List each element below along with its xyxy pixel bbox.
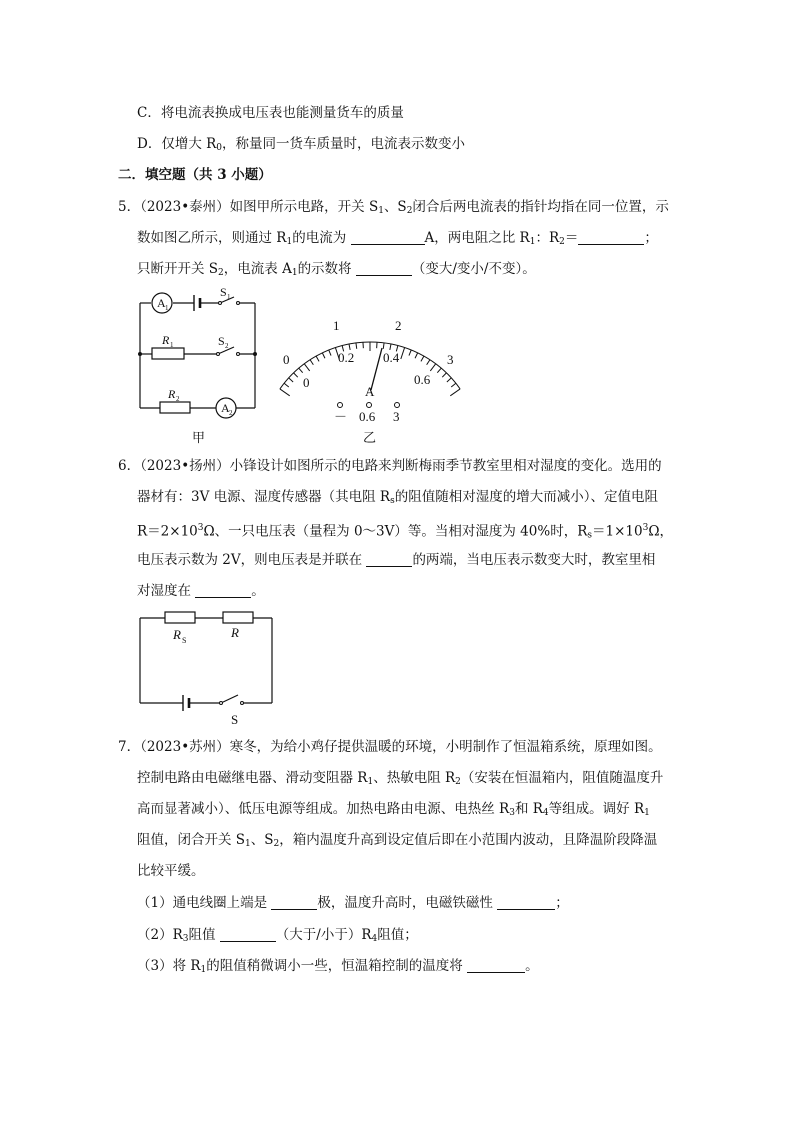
dial-tick xyxy=(447,378,451,382)
resistor-r1-label: R xyxy=(162,333,170,347)
section-title: 二．填空题（共 3 小题） xyxy=(118,167,272,183)
q7-line-1: 7．（2023•苏州）寒冬，为给小鸡仔提供温暖的环境，小明制作了恒温箱系统，原理如图。 xyxy=(118,739,662,755)
svg-text:2: 2 xyxy=(176,395,180,403)
humidity-circuit-diagram xyxy=(135,608,280,728)
dial-tick xyxy=(322,353,325,358)
svg-text:1: 1 xyxy=(227,293,231,301)
answer-blank[interactable] xyxy=(195,583,251,598)
q7-part-1: （1）通电线圈上端是 极，温度升高时，电磁铁磁性 ； xyxy=(137,895,569,911)
q4-option-d: D．仅增大 $R_0$，称量同一货车质量时，电流表示数变小 xyxy=(137,136,466,153)
dial-bottom-label-2: 0.4 xyxy=(383,350,400,365)
q7-line-5: 比较平缓。 xyxy=(137,863,205,879)
answer-blank[interactable] xyxy=(271,895,317,910)
q5-line-3: 只断开开关 $S_2$，电流表 $A_1$的示数将 （变大/变小/不变）。 xyxy=(137,261,536,278)
ammeter-a1-label: A xyxy=(157,296,166,310)
terminal-3: 3 xyxy=(393,409,400,424)
dial-tick xyxy=(294,373,298,377)
svg-text:2: 2 xyxy=(225,342,229,350)
dial-top-label-2: 2 xyxy=(395,318,402,333)
q6-line-1: 6．（2023•扬州）小锋设计如图所示的电路来判断梅雨季节教室里相对湿度的变化。选用的 xyxy=(118,458,662,474)
terminal-negative: － xyxy=(334,409,348,424)
dial-bottom-label-0: 0 xyxy=(303,375,310,390)
ammeter-a2-label: A xyxy=(221,401,230,415)
dial-tick xyxy=(310,360,313,365)
terminal-0-6: 0.6 xyxy=(359,409,376,424)
answer-blank[interactable] xyxy=(220,927,276,942)
sensor-rs-label: R xyxy=(173,627,181,642)
dial-tick xyxy=(450,389,460,396)
dial-tick xyxy=(289,378,293,382)
dial-tick xyxy=(304,364,309,371)
dial-tick xyxy=(421,356,424,361)
q6-line-3: $R=2\times 10^3\Omega$、一只电压表（量程为 0～3V）等。当相对湿度为 40%时，$R_s=1\times 10^3\Omega$， xyxy=(137,523,674,541)
dial-tick xyxy=(329,350,331,356)
dial-tick xyxy=(316,356,319,361)
dial-tick xyxy=(299,368,303,373)
dial-tick xyxy=(415,353,418,358)
q7-part-2: $(2)R_3$阻值 （大于/小于）$R_4$阻值； xyxy=(137,927,418,944)
q6-line-4: 电压表示数为 2V，则电压表是并联在 的两端，当电压表示数变大时，教室里相 xyxy=(137,552,656,568)
answer-blank[interactable] xyxy=(356,261,412,276)
q6-line-2: 器材有：3V 电源、湿度传感器（其电阻 $R_s$的阻值随相对湿度的增大而减小）、定值电阻 xyxy=(137,489,658,506)
switch-s-label: S xyxy=(231,712,239,727)
dial-top-label-1: 1 xyxy=(333,318,340,333)
dial-tick xyxy=(409,350,411,356)
figure-caption-jia: 甲 xyxy=(192,430,206,445)
dial-tick xyxy=(442,373,446,377)
answer-blank[interactable] xyxy=(351,230,425,245)
svg-text:1: 1 xyxy=(165,304,169,312)
resistor-r-label: R xyxy=(231,625,239,640)
svg-text:S: S xyxy=(182,636,187,645)
answer-blank[interactable] xyxy=(366,552,412,567)
dial-top-label-3: 3 xyxy=(447,352,454,367)
dial-top-label-0: 0 xyxy=(283,352,290,367)
q5-line-1: 5．（2023•泰州）如图甲所示电路，开关 $S_1$、$S_2$闭合后两电流表的指针均指在同一位置，示 xyxy=(118,199,669,216)
resistor-r2-label: R xyxy=(168,387,176,401)
dial-bottom-label-1: 0.2 xyxy=(338,350,355,365)
dial-tick xyxy=(451,383,456,387)
q6-line-5: 对湿度在 。 xyxy=(137,583,265,599)
answer-blank[interactable] xyxy=(578,230,644,245)
dial-bottom-label-3: 0.6 xyxy=(414,372,431,387)
circuit-diagram-jia xyxy=(130,285,270,445)
dial-tick xyxy=(430,364,435,371)
switch-s2-label: S xyxy=(218,334,225,348)
ammeter-dial-yi xyxy=(275,312,465,447)
dial-tick xyxy=(437,368,441,373)
q4-option-c: C．将电流表换成电压表也能测量货车的质量 xyxy=(137,105,404,121)
dial-tick xyxy=(280,389,290,396)
dial-tick xyxy=(356,343,357,349)
dial-tick xyxy=(401,348,405,359)
q5-line-2: 数如图乙所示，则通过 $R_1$的电流为 A，两电阻之比 $R_1$：$R_2=$ ； xyxy=(137,230,658,247)
dial-tick xyxy=(427,360,430,365)
q7-part-3: （3）将 $R_1$的阻值稍微调小一些，恒温箱控制的温度将 。 xyxy=(137,958,539,975)
switch-s1-label: S xyxy=(220,285,227,299)
q7-line-2: 控制电路由电磁继电器、滑动变阻器 $R_1$、热敏电阻 $R_2$（安装在恒温箱内，阻值随温度升 xyxy=(137,770,664,787)
dial-tick xyxy=(284,383,289,387)
q7-line-3: 高而显著减小）、低压电源等组成。加热电路由电源、电热丝 $R_3$和 $R_4$等组成。调好 $R_1$ xyxy=(137,801,650,818)
answer-blank[interactable] xyxy=(467,958,525,973)
svg-text:2: 2 xyxy=(229,409,233,417)
q7-line-4: 阻值，闭合开关 $S_1$、$S_2$，箱内温度升高到设定值后即在小范围内波动，且降温阶段降温 xyxy=(137,832,658,849)
dial-unit-letter: A xyxy=(365,384,375,399)
answer-blank[interactable] xyxy=(497,895,555,910)
figure-caption-yi: 乙 xyxy=(363,430,377,445)
dial-tick xyxy=(383,343,384,349)
svg-text:1: 1 xyxy=(170,341,174,349)
